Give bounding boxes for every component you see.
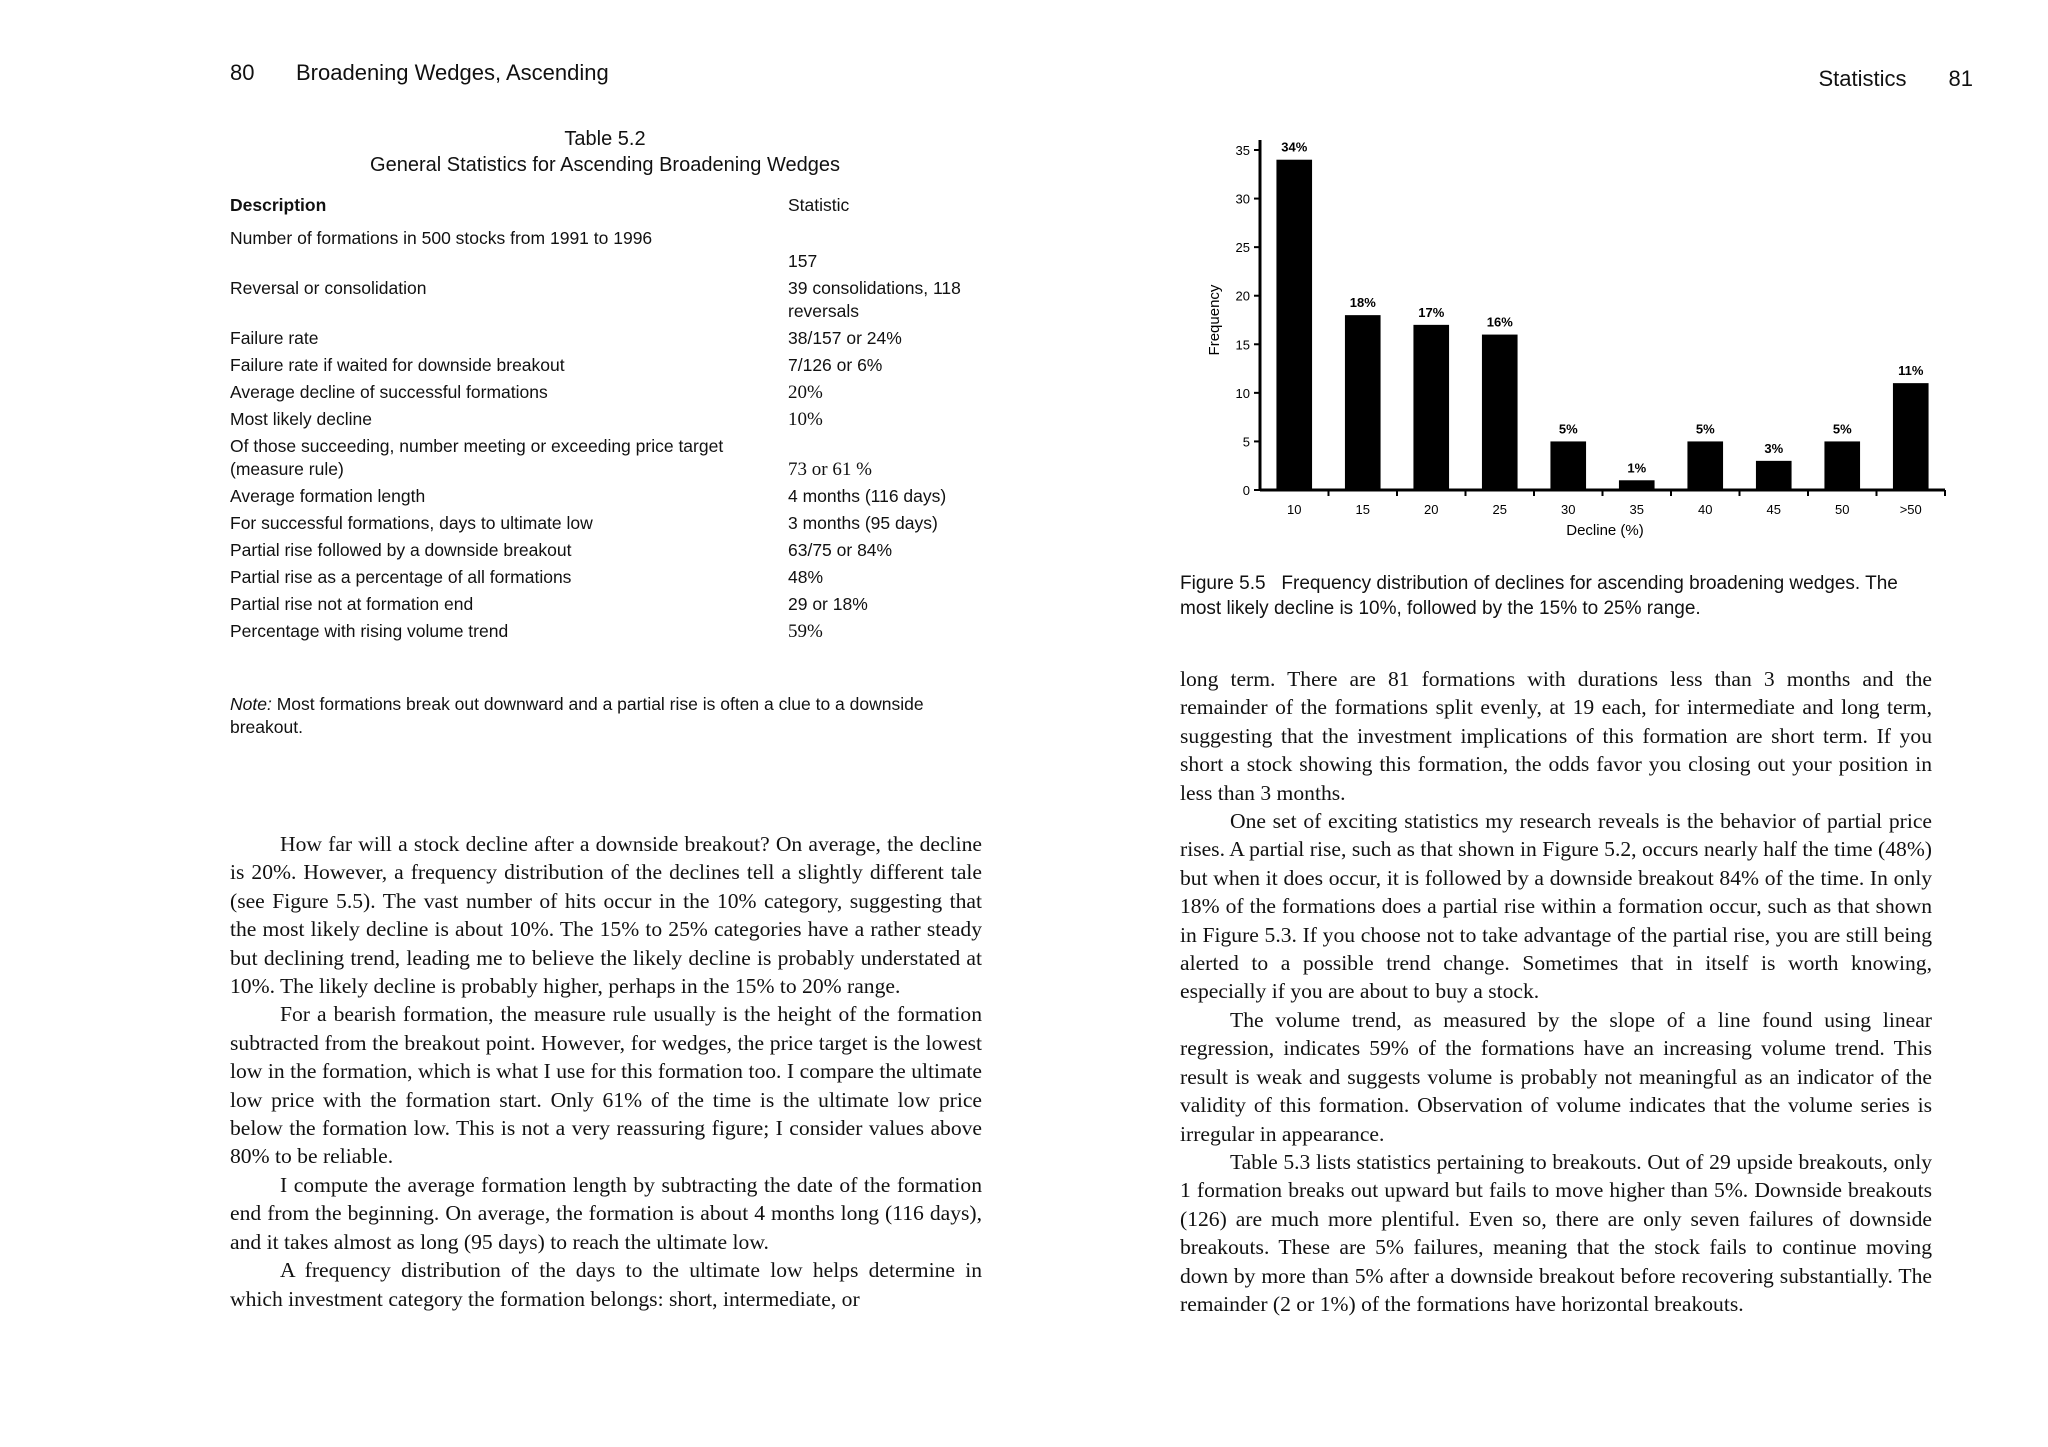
note-text: Most formations break out downward and a partial rise is often a clue to a downside breakout.	[230, 694, 924, 737]
bar-value-label: 5%	[1832, 421, 1852, 437]
table-number: Table 5.2	[564, 128, 646, 150]
paragraph: For a bearish formation, the measure rule usually is the height of the formation subtracted from the breakout point. However, for wedges, the price target is the lowest low in the formation, which is what I use for this formation too. I compare the ultimate low price with the formation start. Only 61% of the time is the ultimate low price below the formation low. This is not a very reassuring figure; I consider values above 80% to be reliable.	[230, 1002, 982, 1169]
table-row	[230, 433, 980, 483]
row-statistic: 157	[788, 251, 818, 271]
row-description: Partial rise not at formation end	[230, 594, 474, 614]
table-row	[230, 352, 980, 379]
paragraph: Table 5.3 lists statistics pertaining to breakouts. Out of 29 upside breakouts, only 1 formation breaks out upward but fails to move higher than 5%. Downside breakouts (126) are much more plentiful. Even so, there are only seven failures of downside breakouts. These are 5% failures, meaning that the stock fails to continue moving down by more than 5% after a downside breakout before recovering substantially. The remainder (2 or 1%) of the formations have horizontal breakouts.	[1180, 1149, 1932, 1316]
y-tick-label: 35	[1235, 143, 1250, 158]
table-row	[230, 325, 980, 352]
paragraph: A frequency distribution of the days to the ultimate low helps determine in which investment category the formation belongs: short, intermediate, or	[230, 1258, 982, 1311]
header-statistic: Statistic	[788, 195, 850, 215]
row-statistic: 48%	[788, 567, 824, 587]
row-statistic: 39 consolidations, 118 reversals	[788, 278, 961, 321]
row-statistic: 3 months (95 days)	[788, 513, 938, 533]
page-number-left: 80	[230, 60, 255, 85]
bar-value-label: 3%	[1764, 440, 1784, 456]
bar-value-label: 17%	[1418, 304, 1445, 320]
row-description: Number of formations in 500 stocks from 1991 to 1996	[230, 228, 653, 248]
table-header	[230, 195, 980, 225]
x-tick-label: 35	[1629, 502, 1644, 517]
x-tick-label: 25	[1492, 502, 1507, 517]
y-axis-label: Frequency	[1206, 284, 1223, 356]
row-description: Average decline of successful formations	[230, 382, 548, 402]
y-tick-label: 15	[1235, 337, 1250, 353]
row-description: Failure rate	[230, 328, 319, 348]
table-row	[230, 537, 980, 564]
y-tick-label: 5	[1242, 434, 1250, 450]
body-text-left	[230, 830, 982, 1313]
x-tick-label: 10	[1287, 502, 1302, 517]
table-row	[230, 618, 980, 645]
table-row	[230, 379, 980, 406]
bar-15	[1345, 315, 1381, 490]
bar-25	[1482, 335, 1518, 490]
y-tick-label: 10	[1235, 385, 1250, 401]
table-row	[230, 275, 980, 325]
y-tick-label: 30	[1235, 191, 1250, 207]
paragraph: long term. There are 81 formations with durations less than 3 months and the remainder of the formations split evenly, at 19 each, for intermediate and long term, suggesting that the investment implications of this formation are short term. If you short a stock showing this formation, the odds favor you closing out your position in less than 3 months.	[1180, 667, 1932, 805]
paragraph: The volume trend, as measured by the slope of a line found using linear regression, indicates 59% of the formations have an increasing volume trend. This result is weak and suggests volume is probably not meaningful as an indicator of the validity of this formation. Observation of volume indicates that the volume series is irregular in appearance.	[1180, 1007, 1932, 1146]
bar-10	[1276, 160, 1312, 490]
table-row	[230, 510, 980, 537]
table-row	[230, 564, 980, 591]
row-statistic: 10%	[788, 409, 823, 430]
bar-value-label: 34%	[1281, 139, 1308, 155]
frequency-bar-chart	[1195, 130, 1955, 550]
paragraph: How far will a stock decline after a downside breakout? On average, the decline is 20%. However, a frequency distribution of the declines tell a slightly different tale (see Figure 5.5). The vast number of hits occur in the 10% category, suggesting that the most likely decline is about 10%. The 15% to 25% categories have a rather steady but declining trend, leading me to believe the likely decline is probably understated at 10%. The likely decline is probably higher, perhaps in the 15% to 20% range.	[230, 832, 982, 999]
paragraph: I compute the average formation length by subtracting the date of the formation end from the beginning. On average, the formation is about 4 months long (116 days), and it takes almost as long (95 days) to reach the ultimate low.	[230, 1172, 982, 1254]
running-head-right	[1818, 66, 1973, 92]
bar-over-50	[1893, 383, 1929, 490]
table-row	[230, 483, 980, 510]
row-statistic: 38/157 or 24%	[788, 328, 902, 348]
row-description: Average formation length	[230, 486, 426, 506]
bar-value-label: 5%	[1558, 421, 1578, 437]
running-head-left	[230, 60, 609, 86]
row-statistic: 4 months (116 days)	[788, 486, 947, 506]
note-label: Note:	[230, 694, 272, 714]
row-description: Of those succeeding, number meeting or exceeding price target (measure rule)	[230, 436, 724, 479]
figure-caption	[1180, 571, 1940, 621]
bar-value-label: 5%	[1695, 421, 1715, 437]
running-head-title-left: Broadening Wedges, Ascending	[296, 60, 609, 85]
figure-caption-text: Frequency distribution of declines for ascending broadening wedges. The most likely decline is 10%, followed by the 15% to 25% range.	[1180, 573, 1898, 619]
x-tick-label: >50	[1899, 502, 1922, 517]
bar-value-label: 18%	[1349, 295, 1376, 311]
bar-value-label: 1%	[1627, 460, 1647, 476]
y-tick-label: 20	[1235, 288, 1250, 304]
header-description: Description	[230, 195, 327, 215]
body-text-right	[1180, 665, 1932, 1318]
running-head-title-right: Statistics	[1818, 66, 1907, 91]
bar-20	[1413, 325, 1449, 490]
table-row	[230, 591, 980, 618]
bar-30	[1550, 441, 1586, 490]
table-note	[230, 693, 980, 739]
row-statistic: 73 or 61 %	[788, 459, 872, 480]
row-statistic: 20%	[788, 382, 823, 403]
bar-value-label: 11%	[1898, 363, 1924, 379]
table-row	[230, 406, 980, 433]
bar-value-label: 16%	[1486, 314, 1513, 330]
figure-number: Figure 5.5	[1180, 573, 1266, 594]
paragraph: One set of exciting statistics my research reveals is the behavior of partial price rises. A partial rise, such as that shown in Figure 5.2, occurs nearly half the time (48%) but when it does occur, it is followed by a downside breakout 84% of the time. In only 18% of the formations does a partial rise within a formation occur, such as that shown in Figure 5.3. If you choose not to take advantage of the partial rise, you are still being alerted to a possible trend change. Sometimes that in itself is worth knowing, especially if you are about to buy a stock.	[1180, 809, 1932, 1004]
table-row	[230, 225, 980, 275]
page-number-right: 81	[1948, 66, 1973, 91]
x-axis-label: Decline (%)	[1566, 522, 1644, 539]
x-tick-label: 15	[1355, 502, 1370, 517]
row-statistic: 7/126 or 6%	[788, 355, 883, 375]
table-title: General Statistics for Ascending Broadening Wedges	[370, 154, 840, 176]
x-tick-label: 40	[1698, 502, 1713, 517]
row-description: Partial rise as a percentage of all formations	[230, 567, 572, 587]
row-description: Most likely decline	[230, 409, 372, 429]
row-description: Failure rate if waited for downside breakout	[230, 355, 565, 375]
row-description: Reversal or consolidation	[230, 278, 427, 298]
bar-40	[1687, 441, 1723, 490]
row-description: Partial rise followed by a downside breakout	[230, 540, 572, 560]
row-description: For successful formations, days to ultimate low	[230, 513, 593, 533]
x-tick-label: 45	[1766, 502, 1781, 517]
row-description: Percentage with rising volume trend	[230, 621, 509, 641]
row-statistic: 29 or 18%	[788, 594, 868, 614]
bar-45	[1756, 461, 1792, 490]
x-tick-label: 20	[1424, 502, 1439, 517]
y-tick-label: 25	[1235, 240, 1250, 256]
table-caption	[230, 126, 980, 178]
x-tick-label: 30	[1561, 502, 1576, 517]
y-tick-label: 0	[1242, 483, 1250, 498]
row-statistic: 59%	[788, 621, 823, 642]
stats-table	[230, 195, 980, 645]
row-statistic: 63/75 or 84%	[788, 540, 893, 560]
x-tick-label: 50	[1835, 502, 1850, 517]
bar-50	[1824, 441, 1860, 490]
